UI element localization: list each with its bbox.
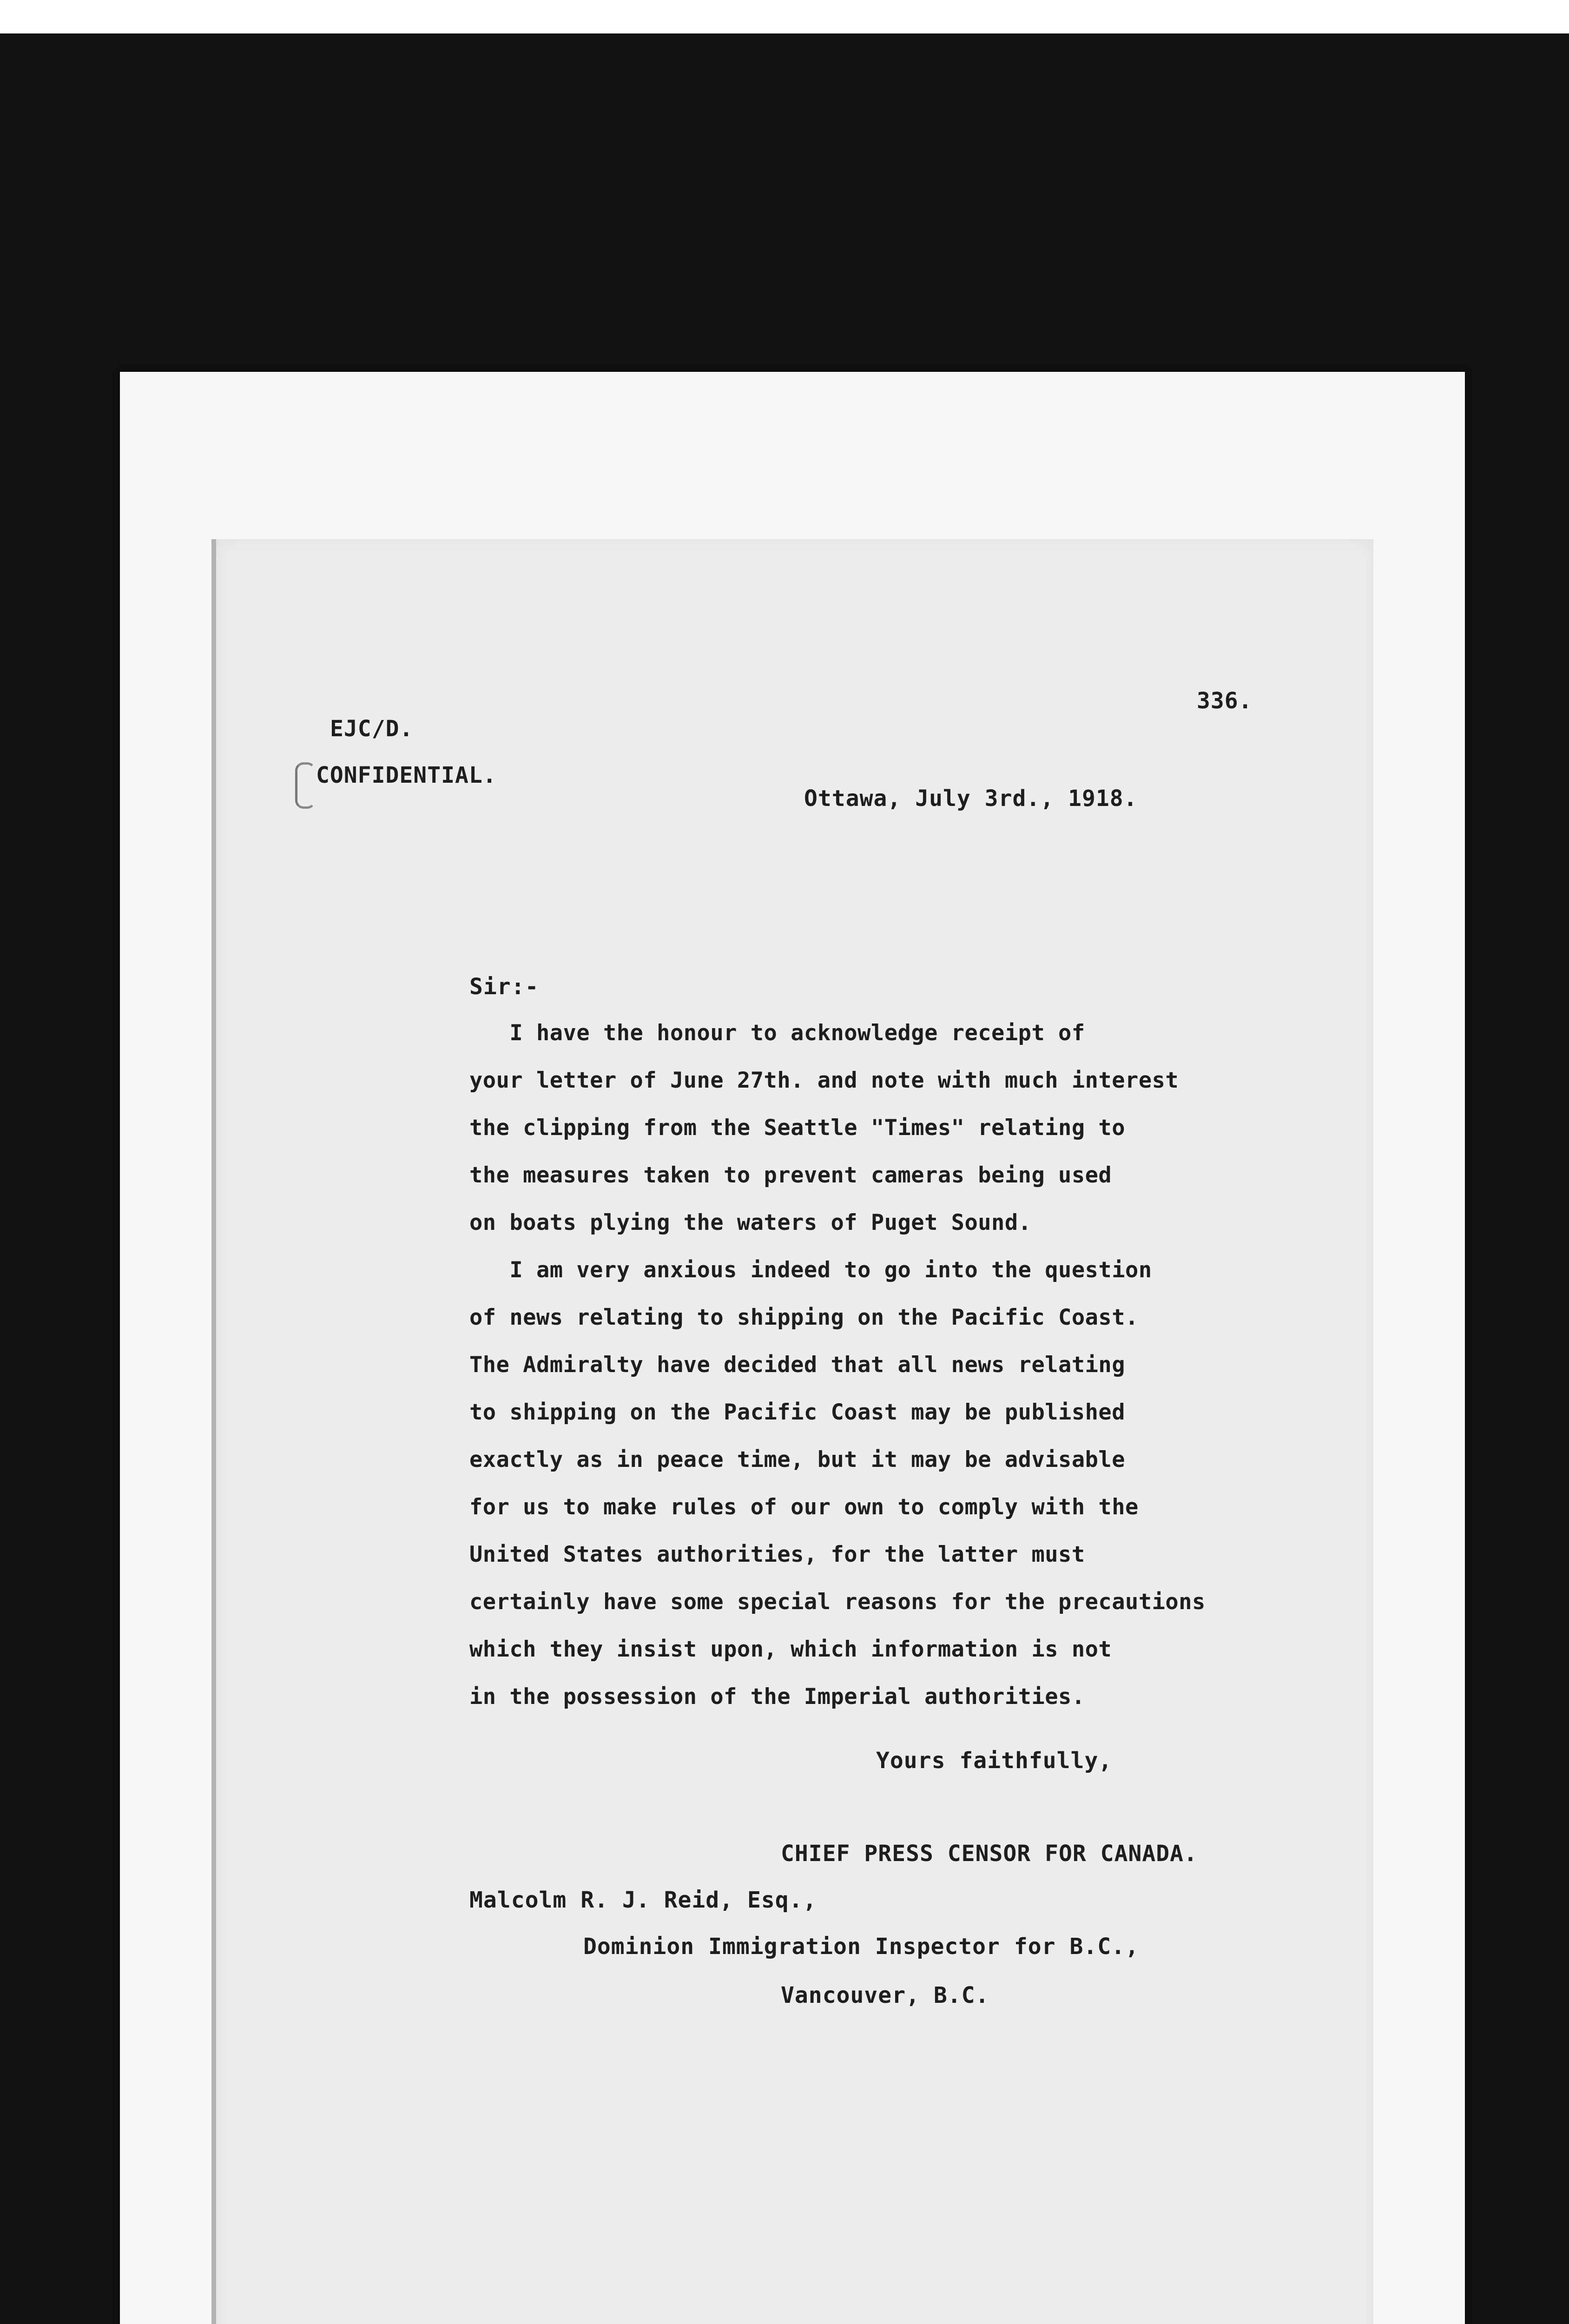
body-line: to shipping on the Pacific Coast may be published [469, 1400, 1126, 1425]
recipient-title: Dominion Immigration Inspector for B.C., [583, 1934, 1139, 1960]
body-line: The Admiralty have decided that all news relating [469, 1352, 1126, 1378]
body-line: of news relating to shipping on the Pacific Coast. [469, 1305, 1139, 1330]
recipient-name: Malcolm R. J. Reid, Esq., [469, 1887, 817, 1913]
recipient-city: Vancouver, B.C. [781, 1982, 989, 2008]
place-date: Ottawa, July 3rd., 1918. [804, 786, 1138, 812]
body-line: the clipping from the Seattle "Times" relating to [469, 1115, 1126, 1141]
page-number: 336. [1197, 688, 1253, 714]
body-line: on boats plying the waters of Puget Sound. [469, 1210, 1032, 1235]
body-line: United States authorities, for the latter must [469, 1542, 1085, 1567]
closing: Yours faithfully, [876, 1748, 1113, 1774]
letter-page [211, 539, 1373, 2324]
body-line: I have the honour to acknowledge receipt of [469, 1020, 1085, 1046]
classification: CONFIDENTIAL. [316, 762, 497, 788]
body-line: exactly as in peace time, but it may be advisable [469, 1447, 1126, 1472]
signature-title: CHIEF PRESS CENSOR FOR CANADA. [781, 1841, 1198, 1867]
body-line: in the possession of the Imperial authorities. [469, 1684, 1085, 1710]
salutation: Sir:- [469, 974, 539, 1000]
body-line: certainly have some special reasons for the precautions [469, 1589, 1206, 1615]
body-line: which they insist upon, which information is not [469, 1637, 1112, 1662]
reference-initials: EJC/D. [330, 716, 414, 742]
body-line: the measures taken to prevent cameras being used [469, 1162, 1112, 1188]
body-line: your letter of June 27th. and note with much interest [469, 1068, 1179, 1093]
body-line: I am very anxious indeed to go into the question [469, 1257, 1152, 1283]
paper-clip-mark [295, 762, 316, 809]
film-top-margin [0, 0, 1569, 33]
body-line: for us to make rules of our own to comply with the [469, 1494, 1139, 1520]
